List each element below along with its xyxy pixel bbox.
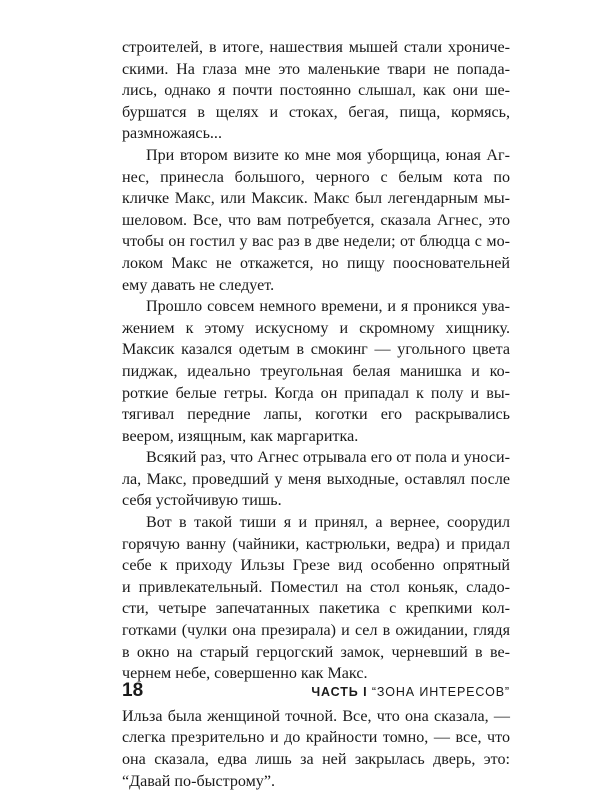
part-label: ЧАСТЬ I — [311, 685, 368, 699]
text-line: Вот в такой тиши я и принял, а вернее, соорудил — [146, 514, 510, 532]
page-number: 18 — [122, 680, 144, 701]
text-line: роткие белые гетры. Когда он припадал к полу и вы- — [122, 384, 510, 402]
text-line: Ильза была женщиной точной. Все, что она сказала, — — [122, 707, 510, 725]
text-line: локом Макс не откажется, но пищу поосновательней — [122, 254, 510, 272]
text-line: она сказала, едва лишь за ней закрылась дверь, это: — [122, 751, 510, 768]
text-line: чтобы он гостил у вас раз в две недели; от блюдца с мо- — [122, 233, 510, 251]
section-title: “ЗОНА ИНТЕРЕСОВ” — [371, 685, 510, 699]
text-line: готками (чулки она презирала) и сел в ожидании, глядя — [122, 622, 510, 640]
text-line: скими. На глаза мне это маленькие твари не попада- — [122, 60, 510, 78]
text-line: Всякий раз, что Агнес отрывала его от пола и уноси- — [146, 449, 510, 467]
text-line: строителей, в итоге, нашествия мышей стали хрониче- — [122, 39, 510, 56]
text-line: нес, принесла большого, черного с белым кота по — [122, 168, 510, 186]
paragraph-4 — [122, 447, 510, 512]
text-line: “Давай по-быстрому”. — [122, 772, 276, 790]
paragraph-2 — [122, 145, 510, 296]
text-line: горячую ванну (чайники, кастрюльки, ведра) и придал — [122, 535, 510, 553]
text-line: Прошло совсем немного времени, и я проникся ува- — [146, 298, 510, 316]
text-line: жением к этому искусному и скромному хищнику. — [122, 319, 510, 337]
text-line: Максик казался одетым в смокинг — угольного цвета — [122, 341, 510, 359]
paragraph-5 — [122, 512, 510, 685]
page-footer — [122, 680, 510, 702]
text-line: При втором визите ко мне моя уборщица, юная Аг- — [146, 146, 510, 164]
text-line: чернем небе, совершенно как Макс. — [122, 665, 368, 683]
text-line: сти, четыре запечатанных пакетика с крепкими кол- — [122, 600, 510, 618]
paragraph-6 — [122, 706, 510, 792]
text-line: и привлекательный. Поместил на стол коньяк, сладо- — [122, 578, 510, 596]
text-line: себе к приходу Ильзы Грезе вид особенно опрятный — [122, 557, 510, 575]
text-line: ла, Макс, проведший у меня выходные, оставлял после — [122, 470, 510, 488]
text-line: ему давать не следует. — [122, 276, 275, 294]
body-text — [122, 37, 510, 792]
text-line: размножаясь... — [122, 125, 222, 143]
paragraph-1 — [122, 37, 510, 145]
paragraph-3 — [122, 296, 510, 447]
text-line: кличке Макс, или Максик. Макс был легендарным мы- — [122, 190, 510, 208]
text-line: тягивал передние лапы, коготки его раскрывались — [122, 406, 510, 424]
text-line: буршатся в щелях и стоках, бегая, пища, кормясь, — [122, 103, 510, 121]
text-line: в окно на старый герцогский замок, черневший в ве- — [122, 643, 510, 661]
text-line: лись, однако я почти постоянно слышал, как они ше- — [122, 82, 510, 100]
running-head — [311, 685, 510, 699]
text-line: пиджак, идеально треугольная белая манишка и ко- — [122, 362, 510, 380]
text-line: себя устойчивую тишь. — [122, 492, 282, 510]
text-line: слегка презрительно и до крайности томно, — все, что — [122, 729, 510, 747]
text-line: веером, изящным, как маргаритка. — [122, 427, 359, 445]
text-line: шеловом. Все, что вам потребуется, сказала Агнес, это — [122, 211, 510, 229]
